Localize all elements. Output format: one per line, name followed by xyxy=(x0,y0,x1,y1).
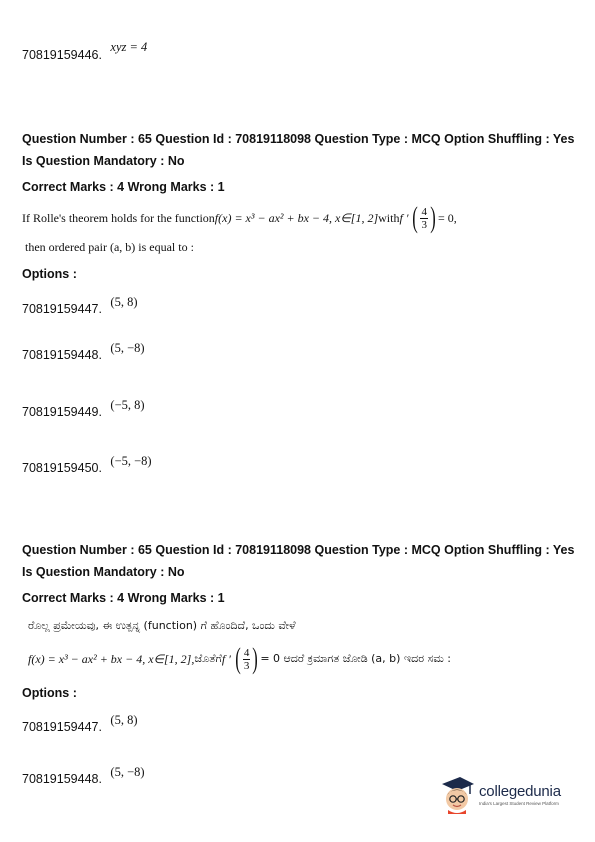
stem-function: f(x) = x³ − ax² + bx − 4, x∈[1, 2], xyxy=(28,651,195,666)
stem-equals: = 0, xyxy=(437,210,457,225)
question-marks: Correct Marks : 4 Wrong Marks : 1 xyxy=(22,180,225,194)
option-id: 70819159449. xyxy=(22,405,102,419)
options-label: Options : xyxy=(22,686,77,700)
fraction-numerator: 4 xyxy=(243,646,250,659)
stem-with: ಜೊತೆಗೆ xyxy=(194,652,222,665)
option-1[interactable] xyxy=(22,295,138,318)
question-header: Question Number : 65 Question Id : 70819118098 Question Type : MCQ Option Shuffling : Yes xyxy=(22,132,575,146)
mascot-icon xyxy=(438,774,476,814)
stem-line-kannada: ರೊಲ್ಲ ಪ್ರಮೇಯವು, ಈ ಉತ್ಪನ್ನ (function) ಗೆ ಹೊಂದಿದೆ, ಒಂದು ವೇಳೆ xyxy=(28,619,296,632)
fraction xyxy=(243,647,251,672)
stem-text: If Rolle's theorem holds for the function xyxy=(22,210,215,225)
option-id: 70819159446. xyxy=(22,48,102,62)
option-id: 70819159450. xyxy=(22,461,102,475)
option-id: 70819159447. xyxy=(22,720,102,734)
logo-name: collegedunia xyxy=(479,782,561,800)
fraction-denominator: 3 xyxy=(243,659,250,672)
right-paren: ) xyxy=(430,201,436,234)
option-value: (5, 8) xyxy=(110,295,138,309)
fraction-numerator: 4 xyxy=(421,205,427,218)
fraction-denominator: 3 xyxy=(421,218,427,231)
question-mandatory: Is Question Mandatory : No xyxy=(22,565,185,579)
option-value: (−5, 8) xyxy=(110,398,145,412)
left-paren: ( xyxy=(412,201,419,234)
question-marks: Correct Marks : 4 Wrong Marks : 1 xyxy=(22,591,225,605)
stem-tail: = 0 ಆದರೆ ಕ್ರಮಾಗತ ಜೋಡಿ (a, b) ಇದರ ಸಮ : xyxy=(260,652,452,665)
option-4[interactable] xyxy=(22,454,152,477)
question-header: Question Number : 65 Question Id : 70819118098 Question Type : MCQ Option Shuffling : Yes xyxy=(22,543,575,557)
option-value: (5, −8) xyxy=(110,765,145,779)
derivative-symbol: f ′ xyxy=(399,210,409,225)
stem-function: f(x) = x³ − ax² + bx − 4, x∈[1, 2] xyxy=(214,210,379,225)
option-1[interactable] xyxy=(22,713,138,736)
right-paren: ) xyxy=(252,642,259,675)
option-2[interactable] xyxy=(22,341,145,364)
question-block-english xyxy=(22,131,582,195)
options-label: Options : xyxy=(22,267,77,281)
fraction xyxy=(420,206,428,231)
option-3[interactable] xyxy=(22,398,145,421)
top-option xyxy=(22,40,148,64)
left-paren: ( xyxy=(235,642,241,675)
option-value: (5, −8) xyxy=(110,341,145,355)
collegedunia-logo xyxy=(438,774,561,814)
question-stem-english xyxy=(22,203,582,233)
question-block-kannada xyxy=(22,542,582,606)
option-2[interactable] xyxy=(22,765,145,788)
option-math: xyz = 4 xyxy=(110,40,148,54)
option-value: (5, 8) xyxy=(110,713,138,727)
logo-tagline: India's Largest Student Review Platform xyxy=(479,800,559,806)
derivative-expression xyxy=(399,203,437,233)
stem-with: with xyxy=(378,210,400,225)
option-id: 70819159447. xyxy=(22,302,102,316)
question-stem-kannada xyxy=(28,644,588,674)
option-value: (−5, −8) xyxy=(110,454,152,468)
question-mandatory: Is Question Mandatory : No xyxy=(22,154,185,168)
option-id: 70819159448. xyxy=(22,348,102,362)
derivative-symbol: f ′ xyxy=(221,651,231,666)
option-id: 70819159448. xyxy=(22,772,102,786)
derivative-expression xyxy=(222,644,260,674)
stem-line-2: then ordered pair (a, b) is equal to : xyxy=(25,240,194,254)
